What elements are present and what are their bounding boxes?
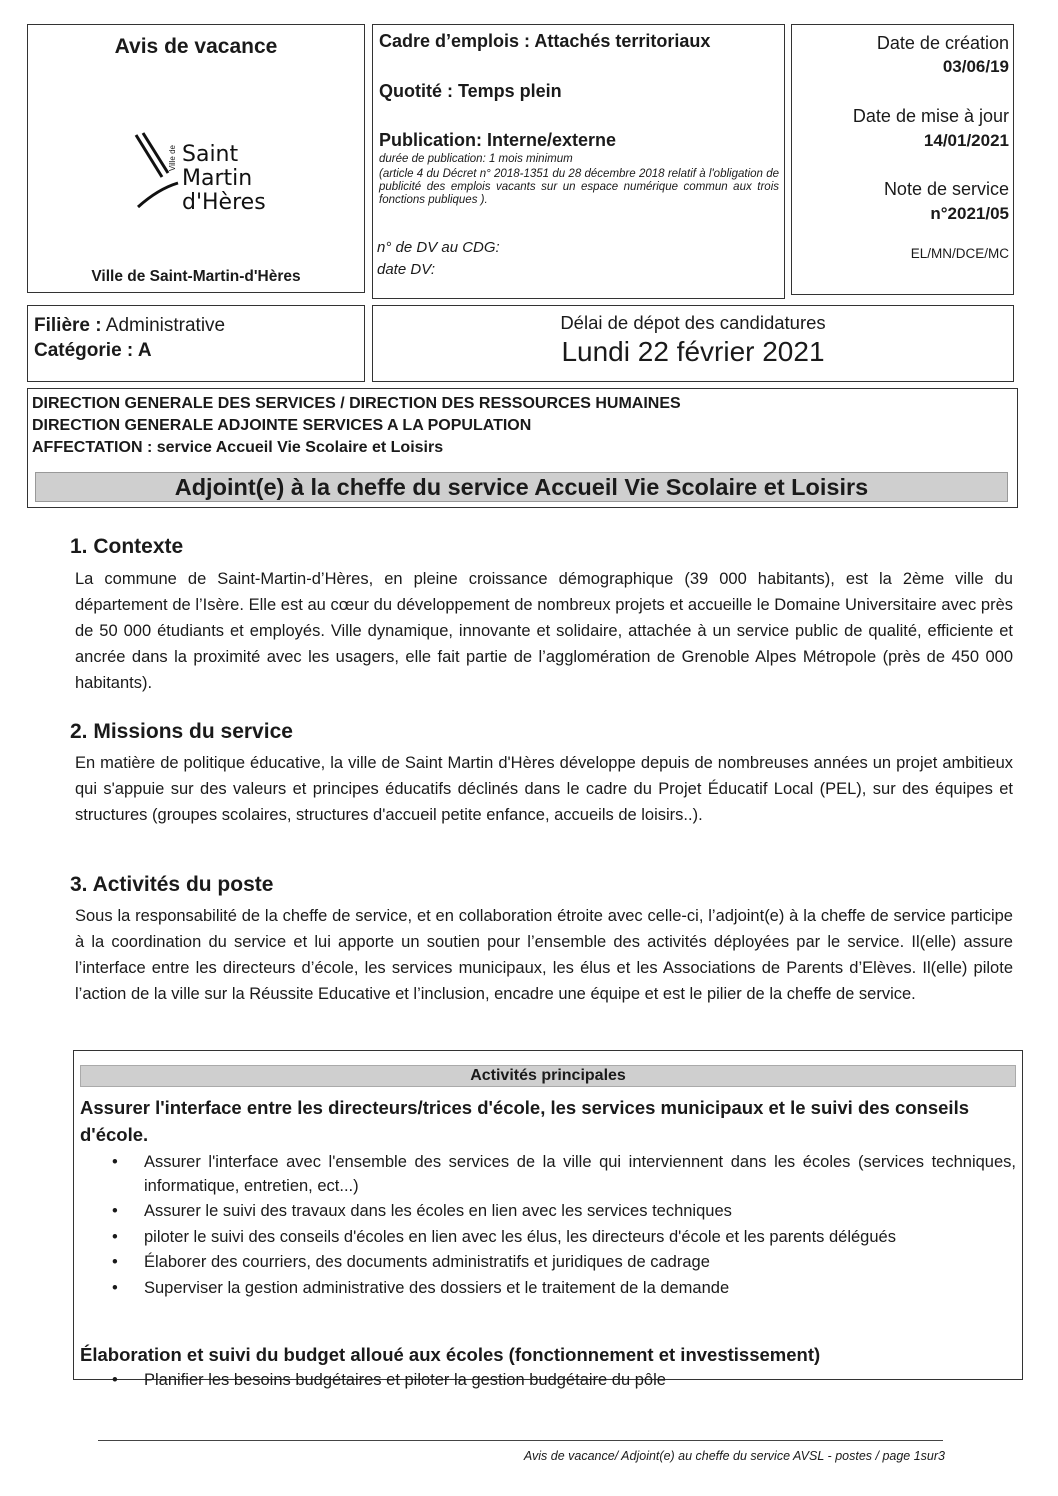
list-item: • piloter le suivi des conseils d'écoles en lien avec les élus, les directeurs d'école et les parents délégués [112,1226,1016,1250]
logo-mark-icon [128,115,188,235]
list-item: • Assurer l'interface avec l'ensemble des services de la ville qui interviennent dans les écoles (services techniques, informatique, entretien, ect...) [112,1151,1016,1198]
section-title-contexte: 1. Contexte [70,535,184,558]
logo-line-1: Saint [182,142,239,167]
filiere-box [27,305,365,382]
job-title-banner: Adjoint(e) à la cheffe du service Accueil Vie Scolaire et Loisirs [35,472,1008,502]
filiere-label: Filière : [34,315,102,336]
list-item: • Assurer le suivi des travaux dans les écoles en lien avec les services techniques [112,1200,1016,1224]
footer-divider [98,1440,943,1441]
dv-cdg-number: n° de DV au CDG: [377,239,500,256]
section-text-activites: Sous la responsabilité de la cheffe de service, et en collaboration étroite avec celle-ci, l’adjoint(e) à la cheffe de service participe à la coordination du service et lui apporte un soutien pour l’ensemble des activités déployées par le service. Il(elle) assure l’interface entre les directeurs d’école, les services municipaux, les élus et les Associations de Parents d’Elèves. Il(elle) pilote l’action de la ville sur la Réussite Educative et l’inclusion, encadre une équipe et est le pilier de la cheffe de service. [75,907,1013,1003]
categorie: Catégorie : A [34,340,152,361]
city-logo [128,115,268,235]
update-date-value: 14/01/2021 [923,131,1009,150]
logo-wordmark [182,143,266,215]
reference-code: EL/MN/DCE/MC [910,246,1009,261]
header-middle-box [372,24,785,299]
activites-group-2-title: Élaboration et suivi du budget alloué aux écoles (fonctionnement et investissement) [80,1344,821,1365]
note-service-value: n°2021/05 [930,204,1009,223]
list-item: • Planifier les besoins budgétaires et piloter la gestion budgétaire du pôle [112,1369,1016,1393]
dv-date: date DV: [377,261,436,278]
header-right-box [791,24,1014,295]
note-service-label: Note de service [883,179,1009,199]
activites-group-2-list [112,1369,1016,1395]
update-date-label: Date de mise à jour [852,106,1009,126]
direction-line-2: DIRECTION GENERALE ADJOINTE SERVICES A LA POPULATION [32,417,532,434]
section-title-activites: 3. Activités du poste [70,873,274,896]
direction-line-1: DIRECTION GENERALE DES SERVICES / DIRECTION DES RESSOURCES HUMAINES [32,395,681,412]
quotite: Quotité : Temps plein [379,81,562,101]
ville-name: Ville de Saint-Martin-d'Hères [91,268,301,285]
header-left-box [27,24,365,293]
activites-header: Activités principales [80,1065,1016,1087]
article-reference: (article 4 du Décret n° 2018-1351 du 28 décembre 2018 relatif à l'obligation de publicité des emplois vacants sur un espace numérique commun aux trois fonctions publiques ). [379,168,779,206]
activites-box [73,1050,1023,1389]
section-text-contexte: La commune de Saint-Martin-d’Hères, en pleine croissance démographique (39 000 habitants), est la 2ème ville du département de l’Isère. Elle est au cœur du développement de nombreux projets et accueille le Domaine Universitaire avec près de 50 000 étudiants et employés. Ville dynamique, innovante et solidaire, attachée à un service public de qualité, efficiente et ancrée dans la proximité avec les usagers, elle fait partie de l’agglomération de Grenoble Alpes Métropole (près de 450 000 habitants). [75,570,1013,692]
footer-text: Avis de vacance/ Adjoint(e) au cheffe du service AVSL - postes / page 1sur3 [523,1449,945,1463]
activites-group-1-list [112,1151,1016,1302]
list-item: • Élaborer des courriers, des documents administratifs et juridiques de cadrage [112,1251,1016,1275]
filiere-value: Administrative [101,315,226,336]
delai-box [372,305,1014,382]
creation-date-value: 03/06/19 [942,57,1009,76]
logo-line-2: Martin [182,166,253,191]
avis-title: Avis de vacance [114,35,278,58]
creation-date-label: Date de création [876,33,1009,53]
filiere [34,315,225,337]
section-title-missions: 2. Missions du service [70,720,293,743]
duree-publication: durée de publication: 1 mois minimum [379,153,573,165]
delai-date: Lundi 22 février 2021 [561,336,825,367]
cadre-emplois: Cadre d’emplois : Attachés territoriaux [379,31,711,51]
activites-group-1-title: Assurer l'interface entre les directeurs/trices d'école, les services municipaux et le suivi des conseils d'école. [80,1097,970,1145]
affectation: AFFECTATION : service Accueil Vie Scolaire et Loisirs [32,439,444,456]
delai-label: Délai de dépot des candidatures [560,312,826,333]
logo-line-3: d'Hères [182,190,266,215]
publication: Publication: Interne/externe [379,130,617,150]
section-text-missions: En matière de politique éducative, la ville de Saint Martin d'Hères développe depuis de nombreuses années un projet ambitieux qui s'appuie sur des valeurs et principes éducatifs déclinés dans le cadre du Projet Éducatif Local (PEL), sur des équipes et structures (groupes scolaires, structures d'accueil petite enfance, accueils de loisirs..). [75,754,1013,824]
logo-vertical-text: Ville de [168,145,177,172]
list-item: • Superviser la gestion administrative des dossiers et le traitement de la demande [112,1277,1016,1301]
